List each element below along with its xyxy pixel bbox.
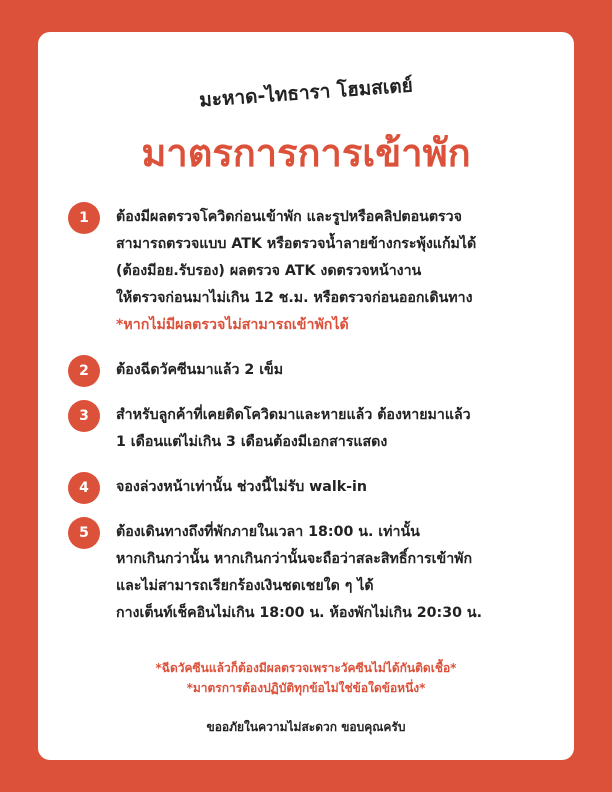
rule-item-1 [68, 204, 554, 339]
rule-item-5 [68, 519, 554, 627]
rule-text-line: กางเต็นท์เช็คอินไม่เกิน 18:00 น. ห้องพักไม่เกิน 20:30 น. [116, 605, 482, 621]
apology-footer: ขออภัยในความไม่สะดวก ขอบคุณครับ [206, 720, 406, 734]
footnote: *มาตรการต้องปฏิบัติทุกข้อไม่ใช่ข้อใดข้อหนึ่ง* [186, 681, 426, 695]
rule-text-line: (ต้องมีอย.รับรอง) ผลตรวจ ATK งดตรวจหน้างาน [116, 263, 422, 279]
rule-text-line: จองล่วงหน้าเท่านั้น ช่วงนี้ไม่รับ walk-in [116, 479, 367, 495]
rule-text-line: สำหรับลูกค้าที่เคยติดโควิดมาและหายแล้ว ต้องหายมาแล้ว [116, 407, 471, 423]
rule-warning-note: *หากไม่มีผลตรวจไม่สามารถเข้าพักได้ [116, 317, 349, 333]
rules-list [68, 204, 554, 645]
notice-card [38, 32, 574, 760]
rule-number-badge: 4 [68, 472, 100, 504]
footnotes [38, 658, 574, 698]
rule-text-line: ต้องฉีดวัคซีนมาแล้ว 2 เข็ม [116, 362, 284, 378]
rule-item-3 [68, 402, 554, 456]
rule-text-line: ต้องมีผลตรวจโควิดก่อนเข้าพัก และรูปหรือคลิปตอนตรวจ [116, 209, 462, 225]
page-title: มาตรการการเข้าพัก [141, 131, 471, 175]
rule-text-line: ต้องเดินทางถึงที่พักภายในเวลา 18:00 น. เท่านั้น [116, 524, 420, 540]
rule-number-badge: 1 [68, 202, 100, 234]
rule-number-badge: 3 [68, 400, 100, 432]
homestay-name: มะหาด-ไทธารา โฮมสเตย์ [198, 74, 414, 112]
rule-text-line: ให้ตรวจก่อนมาไม่เกิน 12 ช.ม. หรือตรวจก่อนออกเดินทาง [116, 290, 473, 306]
rule-number-badge: 5 [68, 517, 100, 549]
rule-number-badge: 2 [68, 355, 100, 387]
rule-text-line: หากเกินกว่านั้น หากเกินกว่านั้นจะถือว่าสละสิทธิ์การเข้าพัก [116, 551, 473, 567]
rule-text-line: 1 เดือนแต่ไม่เกิน 3 เดือนต้องมีเอกสารแสดง [116, 434, 388, 450]
rule-item-4 [68, 474, 554, 501]
footnote: *ฉีดวัคซีนแล้วก็ต้องมีผลตรวจเพราะวัคซีนไม่ได้กันติดเชื้อ* [155, 661, 457, 675]
rule-text-line: สามารถตรวจแบบ ATK หรือตรวจน้ำลายข้างกระพุ้งแก้มได้ [116, 236, 477, 252]
rule-item-2 [68, 357, 554, 384]
rule-text-line: และไม่สามารถเรียกร้องเงินชดเชยใด ๆ ได้ [116, 578, 374, 594]
